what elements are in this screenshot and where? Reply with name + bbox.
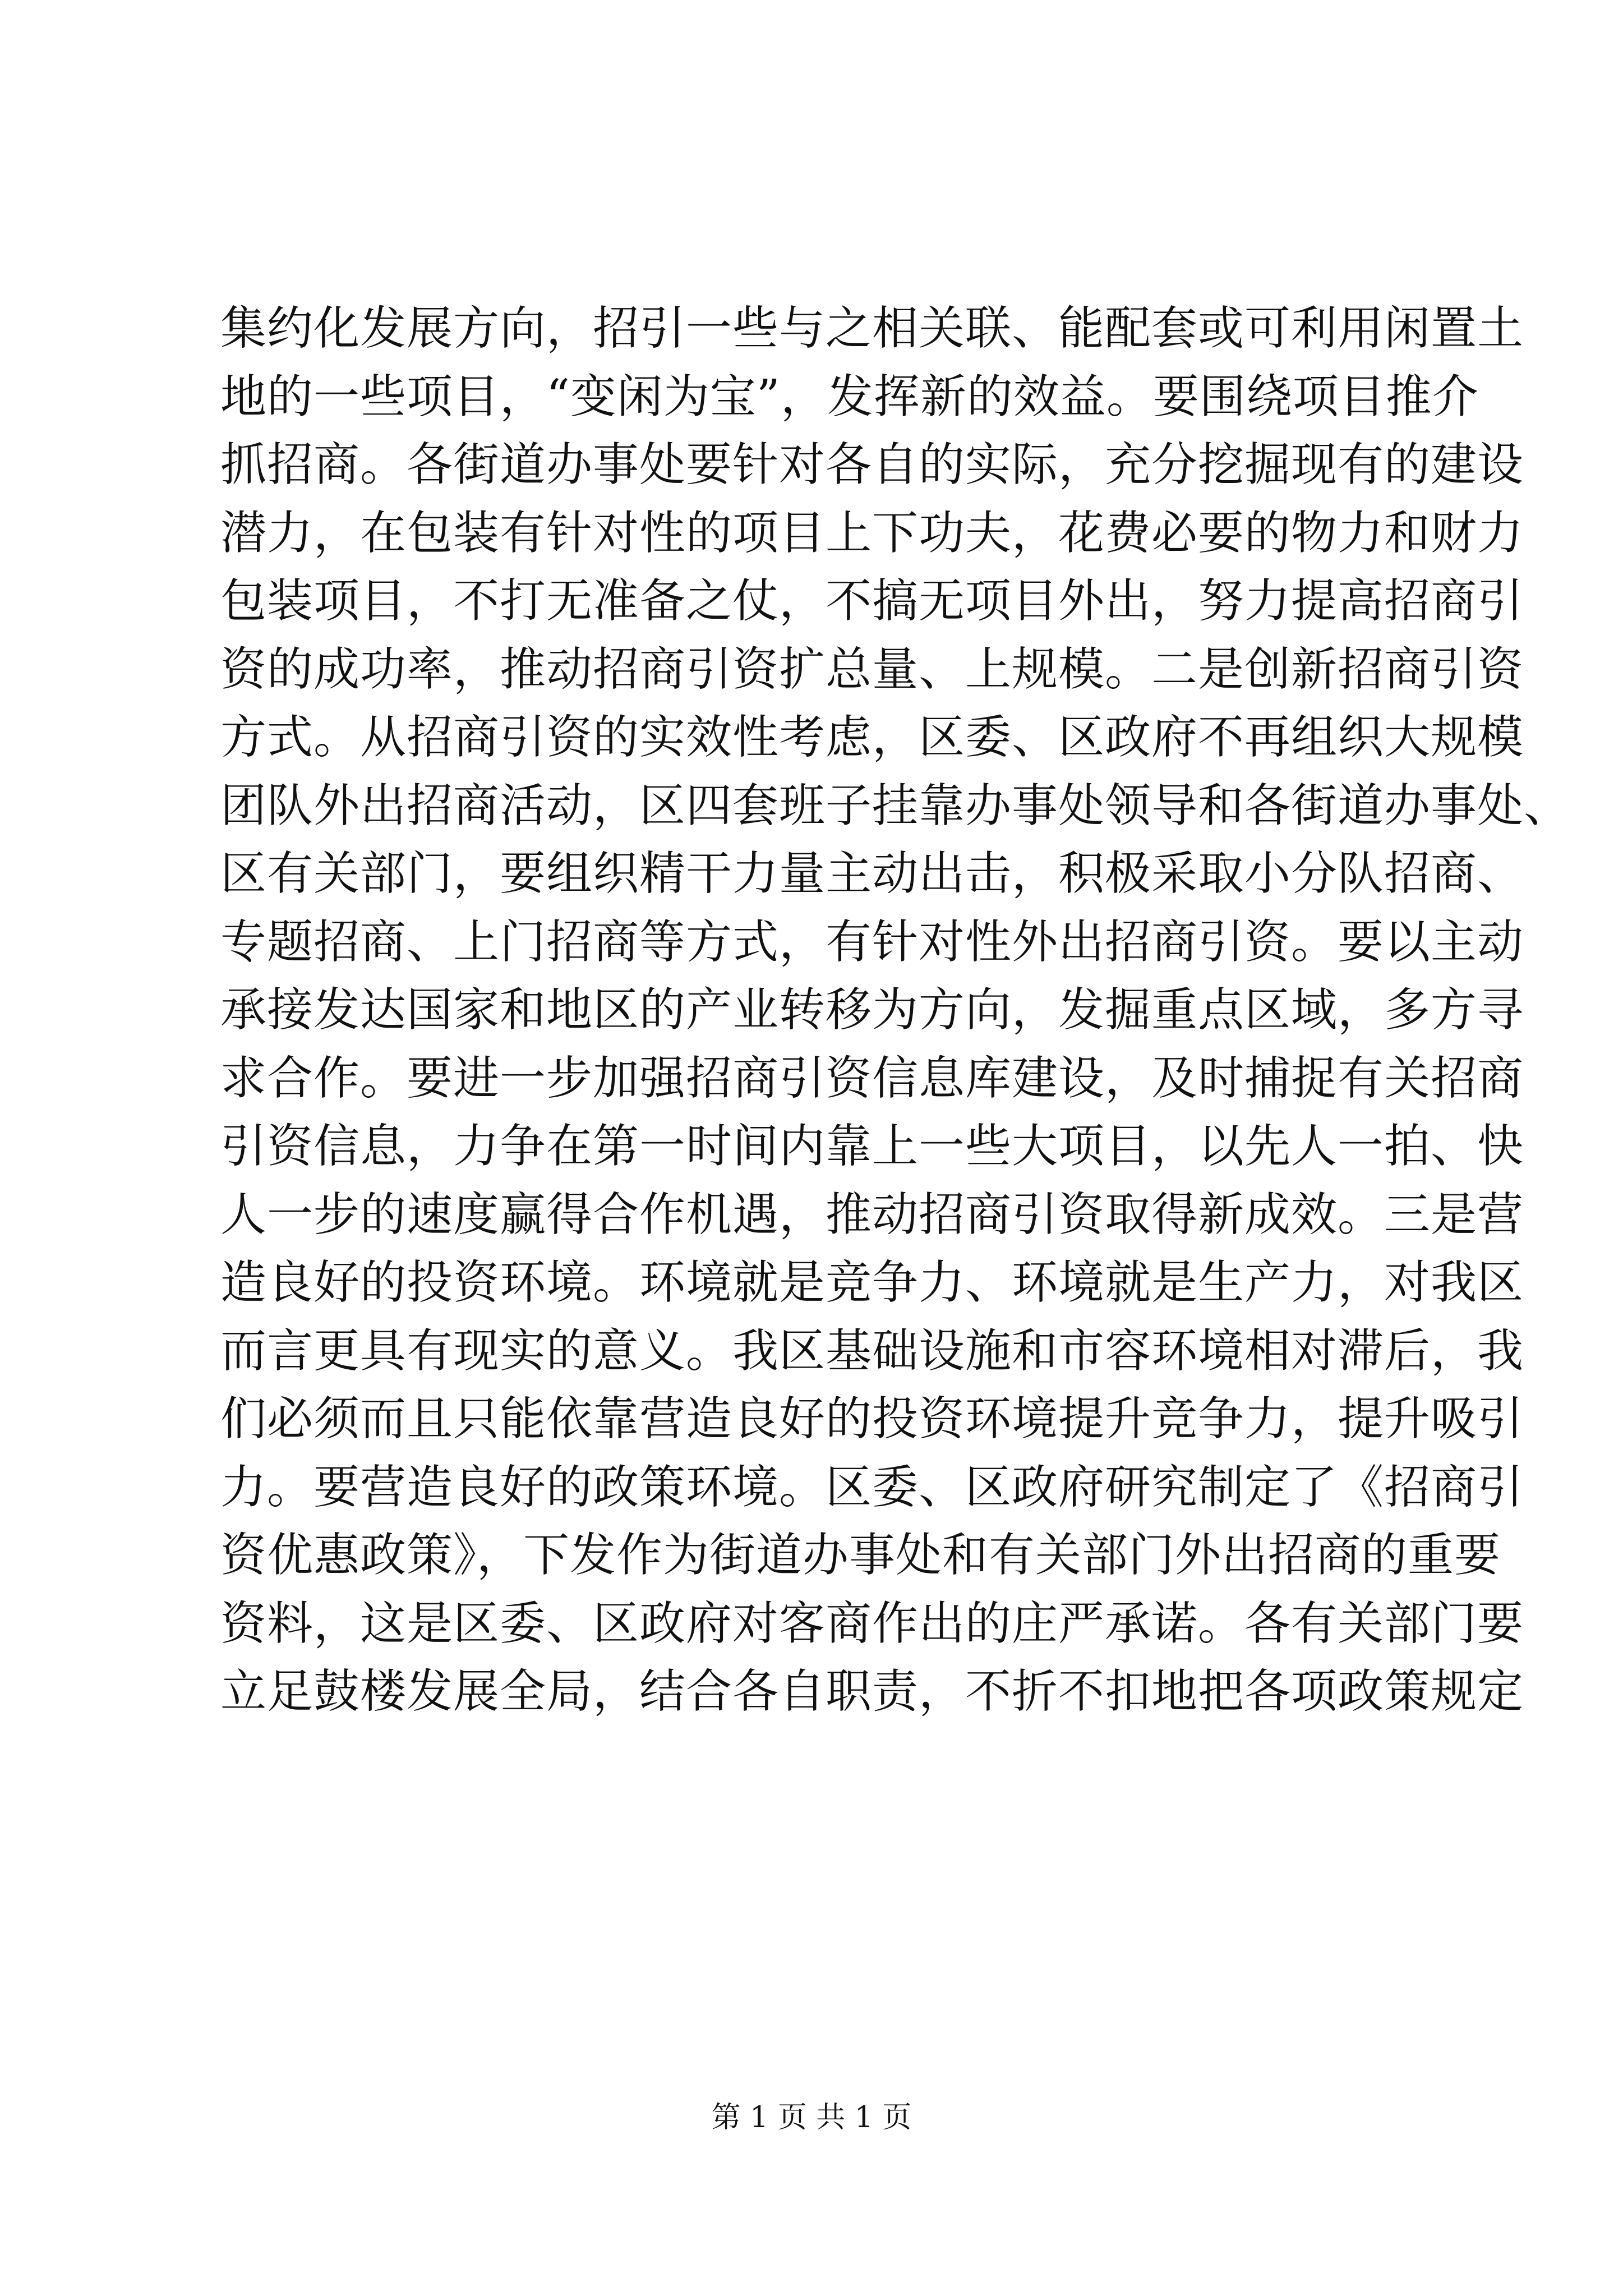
text-line: 们必须而且只能依靠营造良好的投资环境提升竞争力，提升吸引 bbox=[220, 1392, 1524, 1446]
text-line: 集约化发展方向，招引一些与之相关联、能配套或可利用闲置土 bbox=[220, 302, 1524, 355]
text-line: 造良好的投资环境。环境就是竞争力、环境就是生产力，对我区 bbox=[220, 1256, 1524, 1309]
text-line: 团队外出招商活动，区四套班子挂靠办事处领导和各街道办事处、 bbox=[220, 779, 1571, 832]
text-line: 求合作。要进一步加强招商引资信息库建设，及时捕捉有关招商 bbox=[220, 1051, 1524, 1105]
page-number: 第 1 页 共 1 页 bbox=[711, 2101, 912, 2134]
text-line: 包装项目，不打无准备之仗，不搞无项目外出，努力提高招商引 bbox=[220, 574, 1524, 628]
text-line: 承接发达国家和地区的产业转移为方向，发掘重点区域，多方寻 bbox=[220, 983, 1524, 1037]
text-line: 引资信息，力争在第一时间内靠上一些大项目，以先人一拍、快 bbox=[220, 1120, 1524, 1173]
text-line: 地的一些项目，“变闲为宝”，发挥新的效益。要围绕项目推介 bbox=[220, 370, 1479, 424]
text-line: 潜力，在包装有针对性的项目上下功夫，花费必要的物力和财力 bbox=[220, 506, 1524, 560]
text-line: 资的成功率，推动招商引资扩总量、上规模。二是创新招商引资 bbox=[220, 642, 1524, 696]
text-line: 而言更具有现实的意义。我区基础设施和市容环境相对滞后，我 bbox=[220, 1324, 1524, 1378]
body-text bbox=[220, 295, 1571, 1726]
text-line: 专题招商、上门招商等方式，有针对性外出招商引资。要以主动 bbox=[220, 915, 1524, 969]
text-line: 资优惠政策》，下发作为街道办事处和有关部门外出招商的重要 bbox=[220, 1529, 1501, 1582]
text-line: 力。要营造良好的政策环境。区委、区政府研究制定了《招商引 bbox=[220, 1460, 1524, 1514]
text-line: 区有关部门，要组织精干力量主动出击，积极采取小分队招商、 bbox=[220, 847, 1524, 900]
page-footer bbox=[0, 2098, 1623, 2137]
text-line: 资料，这是区委、区政府对客商作出的庄严承诺。各有关部门要 bbox=[220, 1596, 1524, 1650]
text-line: 方式。从招商引资的实效性考虑，区委、区政府不再组织大规模 bbox=[220, 711, 1524, 764]
text-line: 立足鼓楼发展全局，结合各自职责，不折不扣地把各项政策规定 bbox=[220, 1665, 1524, 1718]
text-line: 人一步的速度赢得合作机遇，推动招商引资取得新成效。三是营 bbox=[220, 1188, 1524, 1241]
text-line: 抓招商。各街道办事处要针对各自的实际，充分挖掘现有的建设 bbox=[220, 438, 1524, 491]
